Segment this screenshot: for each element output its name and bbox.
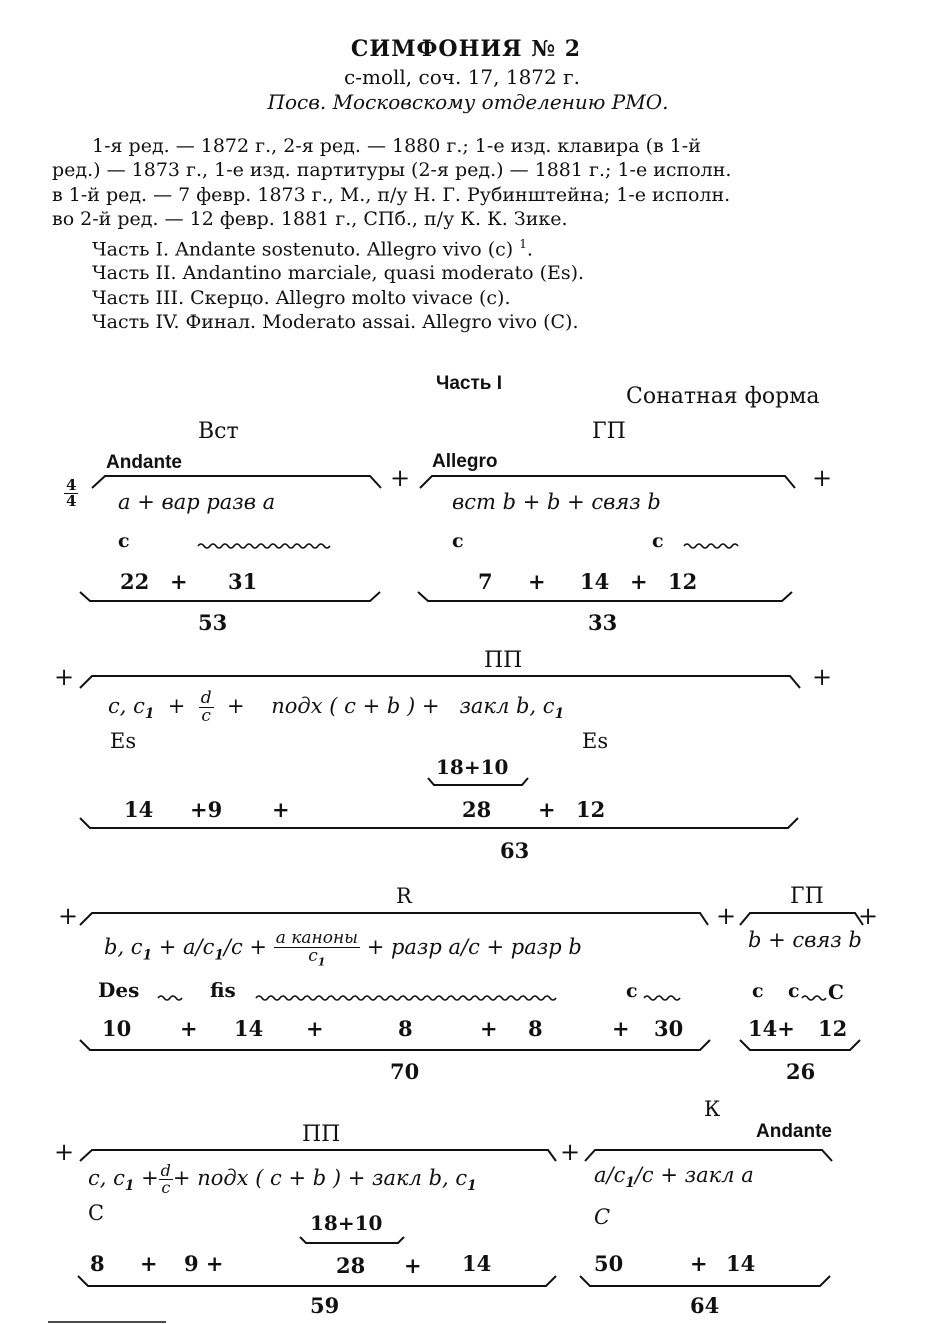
- part-heading: Часть I: [436, 373, 503, 394]
- form-heading: Сонатная форма: [626, 384, 820, 409]
- sub-group: 18+10: [310, 1211, 383, 1235]
- bar-count: 9 +: [184, 1251, 224, 1276]
- bar-count: 8: [528, 1016, 543, 1041]
- key-des: Des: [98, 978, 140, 1002]
- bar-count: 12: [576, 797, 606, 822]
- section-label-pp: ПП: [302, 1122, 341, 1147]
- key-c: c: [752, 980, 764, 1002]
- plus-sign: +: [54, 663, 75, 691]
- key-c: c: [652, 530, 664, 552]
- bar-plus: +: [480, 1016, 498, 1041]
- bar-count: 14: [124, 797, 154, 822]
- bar-count: 7: [478, 569, 493, 594]
- dedication: Посв. Московскому отделению РМО.: [267, 90, 669, 114]
- bar-count: 12: [668, 569, 698, 594]
- part-line: Часть I. Andante sostenuto. Allegro vivo (c) $^1$.: [92, 236, 533, 260]
- bar-count: 28: [462, 797, 492, 822]
- section-label-dev: R: [396, 884, 412, 908]
- bar-count: 14: [462, 1251, 492, 1276]
- plus-sign: +: [54, 1138, 75, 1166]
- history-line: в 1-й ред. — 7 февр. 1873 г., М., п/у Н. Г. Рубинштейна; 1-е исполн.: [52, 183, 731, 206]
- section-label-vst: Вст: [198, 419, 239, 444]
- key-c: c: [118, 530, 130, 552]
- bar-total: 63: [500, 838, 530, 863]
- history-line: во 2-й ред. — 12 февр. 1881 г., СПб., п/у К. К. Зике.: [52, 208, 568, 231]
- plus-sign: +: [58, 902, 79, 930]
- bar-plus: +: [140, 1251, 158, 1276]
- bar-total: 70: [390, 1059, 420, 1084]
- bar-plus: +: [272, 797, 290, 822]
- footnote-mark: 1: [519, 236, 527, 251]
- bar-count: 31: [228, 569, 258, 594]
- plus-sign: +: [812, 663, 833, 691]
- time-signature: 4 4: [66, 476, 77, 510]
- plus-sign: +: [716, 902, 737, 930]
- key-fis: fis: [210, 978, 236, 1002]
- history-line: ред.) — 1873 г., 1-е изд. партитуры (2-я ред.) — 1881 г.; 1-е исполн.: [52, 159, 732, 182]
- key-c: c: [452, 530, 464, 552]
- bar-count: 12: [818, 1016, 848, 1041]
- bar-plus: +: [404, 1253, 422, 1278]
- plus-sign: +: [560, 1138, 581, 1166]
- tempo-andante: Andante: [106, 452, 182, 473]
- bar-plus: +: [630, 569, 648, 594]
- gp-formula: вст b + b + связ b: [452, 490, 661, 514]
- plus-sign: +: [390, 464, 411, 492]
- key-c-major: C: [594, 1205, 611, 1229]
- bar-count: 14: [726, 1251, 756, 1276]
- bar-count: 14: [234, 1016, 264, 1041]
- key-c: c: [626, 980, 638, 1002]
- section-label-pp: ПП: [484, 648, 523, 673]
- bar-plus: +: [528, 569, 546, 594]
- tempo-allegro: Allegro: [432, 451, 498, 472]
- bar-count: 28: [336, 1253, 366, 1278]
- bar-count: 14: [580, 569, 610, 594]
- gp-formula: b + связ b: [748, 928, 862, 952]
- bar-count: 50: [594, 1251, 624, 1276]
- bar-total: 33: [588, 610, 618, 635]
- bar-count: 14+: [748, 1016, 795, 1041]
- pp-formula: c, $c_1$ + $\frac{d}{c}$ + подх ( c + b ) + закл b, $c_1$: [108, 688, 565, 726]
- symphony-subtitle: c-moll, соч. 17, 1872 г.: [344, 65, 580, 89]
- bar-count: 8: [90, 1251, 105, 1276]
- bar-count: +9: [190, 797, 223, 822]
- tempo-andante: Andante: [756, 1121, 832, 1142]
- bar-plus: +: [170, 569, 188, 594]
- part-line: Часть III. Скерцо. Allegro molto vivace (c).: [92, 286, 511, 309]
- pp-formula: c, $c_1$ + $\frac{d}{c}$ + подх ( c + b ) + закл b, $c_1$: [88, 1161, 477, 1197]
- bar-count: 8: [398, 1016, 413, 1041]
- vst-formula: a + вар разв a: [118, 490, 276, 514]
- bar-plus: +: [612, 1016, 630, 1041]
- bar-total: 64: [690, 1293, 720, 1318]
- section-label-gp: ГП: [592, 419, 626, 444]
- section-label-coda: К: [704, 1097, 721, 1121]
- bar-total: 53: [198, 610, 228, 635]
- bar-plus: +: [690, 1251, 708, 1276]
- key-es: Es: [110, 729, 137, 753]
- bar-plus: +: [306, 1016, 324, 1041]
- plus-sign: +: [812, 464, 833, 492]
- coda-formula: $a/c_1/c$ + закл a: [594, 1163, 754, 1192]
- key-es: Es: [582, 729, 609, 753]
- key-c-major: C: [828, 980, 844, 1004]
- part-line: Часть II. Andantino marciale, quasi moderato (Es).: [92, 262, 585, 285]
- bar-plus: +: [538, 797, 556, 822]
- plus-sign: +: [858, 902, 879, 930]
- sub-group: 18+10: [436, 755, 509, 779]
- history-line: 1-я ред. — 1872 г., 2-я ред. — 1880 г.; 1-е изд. клавира (в 1-й: [92, 135, 701, 157]
- bar-count: 30: [654, 1016, 684, 1041]
- bar-count: 22: [120, 569, 150, 594]
- bar-plus: +: [180, 1016, 198, 1041]
- part-line: Часть IV. Финал. Moderato assai. Allegro vivo (C).: [92, 311, 579, 334]
- section-label-gp: ГП: [790, 884, 824, 909]
- bar-count: 10: [102, 1016, 132, 1041]
- bar-total: 26: [786, 1059, 816, 1084]
- key-c: c: [788, 980, 800, 1002]
- bar-total: 59: [310, 1293, 340, 1318]
- symphony-title: СИМФОНИЯ № 2: [350, 36, 582, 62]
- key-c-major: C: [88, 1201, 105, 1225]
- dev-formula: b, $c_1 + a/c_1/c$ + $\frac{\text{a каноны}}{c_1}$ + разр a/c + разр b: [104, 928, 582, 969]
